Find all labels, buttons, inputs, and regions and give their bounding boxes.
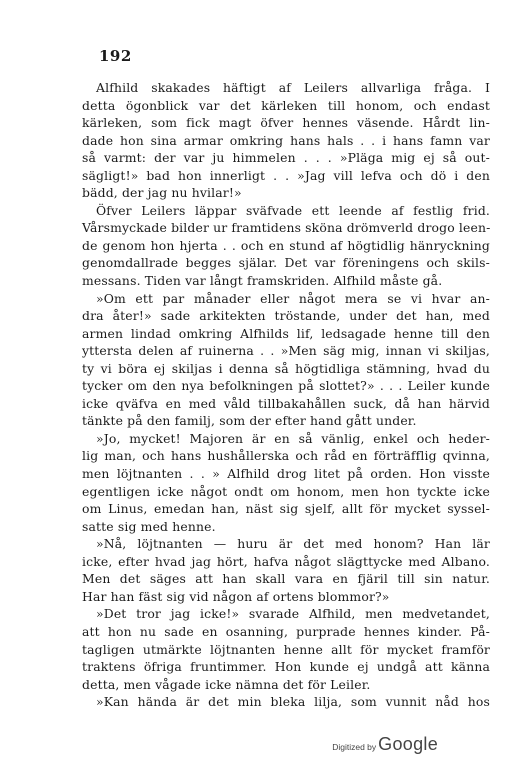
text-line: genomdallrade begges själar. Det var föreningens och skils- xyxy=(82,255,490,271)
digitized-watermark xyxy=(332,734,438,755)
text-line: satte sig med henne. xyxy=(82,518,216,534)
text-line: Men det säges att han skall vara en fjäril till sin natur. xyxy=(82,571,490,587)
text-line: »Nå, löjtnanten — huru är det med honom? Han lär xyxy=(96,536,490,552)
text-line: icke qväfva en med våld tillbakahållen suck, då han härvid xyxy=(82,395,490,411)
text-line: icke, efter hvad jag hört, hafva något slägttycke med Albano. xyxy=(82,553,490,569)
text-line: egentligen icke något ondt om honom, men hon tyckte icke xyxy=(82,483,490,499)
text-line: kärleken, som fick magt öfver hennes väsende. Hårdt lin- xyxy=(82,115,490,131)
digitized-by-label: Digitized by xyxy=(332,742,377,752)
text-line: dade hon sina armar omkring hans hals . . i hans famn var xyxy=(82,132,490,148)
text-line: Öfver Leilers läppar sväfvade ett leende af festlig frid. xyxy=(96,202,490,218)
body-text xyxy=(82,79,490,711)
text-line: detta, men vågade icke nämna det för Leiler. xyxy=(82,676,371,692)
text-line: tycker om den nya befolkningen på slottet?» . . . Leiler kunde xyxy=(82,378,490,394)
text-line: traktens öfriga fruntimmer. Hon kunde ej undgå att känna xyxy=(82,659,490,675)
text-line: Vårsmyckade bilder ur framtidens sköna drömverld drogo leen- xyxy=(82,220,491,236)
text-line: men löjtnanten . . » Alfhild drog litet på orden. Hon visste xyxy=(82,466,490,482)
text-line: att hon nu sade en osanning, purprade hennes kinder. På- xyxy=(82,623,490,639)
text-line: detta ögonblick var det kärleken till honom, och endast xyxy=(82,97,490,113)
text-line: »Jo, mycket! Majoren är en så vänlig, enkel och heder- xyxy=(96,430,490,446)
google-logo: Google xyxy=(378,734,438,754)
text-line: ty vi böra ej skiljas i denna så högtidliga stämning, hvad du xyxy=(82,360,490,376)
text-line: tagligen utmärkte löjtnanten henne allt för mycket framför xyxy=(82,641,490,657)
text-line: Alfhild skakades häftigt af Leilers allvarliga fråga. I xyxy=(96,80,490,95)
text-line: de genom hon hjerta . . och en stund af högtidlig hänryckning xyxy=(82,237,490,253)
text-line: »Kan hända är det min bleka lilja, som vunnit nåd hos xyxy=(96,694,490,710)
text-line: dra åter!» sade arkitekten tröstande, under det han, med xyxy=(82,308,490,324)
text-line: messans. Tiden var långt framskriden. Alfhild måste gå. xyxy=(82,273,443,289)
text-line: yttersta delen af ruinerna . . »Men säg mig, innan vi skiljas, xyxy=(82,343,490,359)
text-line: »Om ett par månader eller något mera se vi hvar an- xyxy=(96,290,490,306)
text-line: tänkte på den familj, som der efter hand gått under. xyxy=(82,413,417,429)
text-line: om Linus, emedan han, näst sig sjelf, allt för mycket syssel- xyxy=(82,501,490,517)
text-line: lig man, och hans hushållerska och råd en förträfflig qvinna, xyxy=(82,448,490,464)
text-line: »Det tror jag icke!» svarade Alfhild, men medvetandet, xyxy=(96,606,490,622)
text-line: Har han fäst sig vid någon af ortens blommor?» xyxy=(82,588,390,604)
text-line: armen lindad omkring Alfhilds lif, ledsagade henne till den xyxy=(82,325,490,341)
text-line: bädd, der jag nu hvilar!» xyxy=(82,185,242,201)
page-number: 192 xyxy=(99,47,132,65)
text-line: sägligt!» bad hon innerligt . . »Jag vill lefva och dö i den xyxy=(82,167,490,183)
text-line: så varmt: der var ju himmelen . . . »Pläga mig ej så out- xyxy=(82,150,490,166)
